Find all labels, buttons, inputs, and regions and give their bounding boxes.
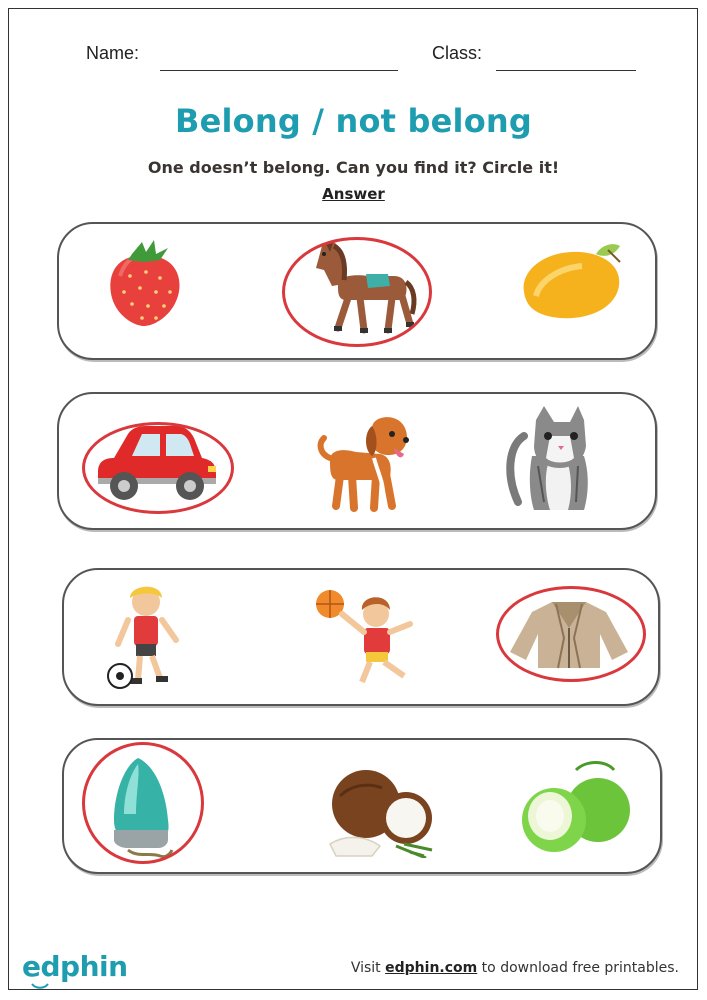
class-label: Class: xyxy=(432,43,483,63)
name-label: Name: xyxy=(86,43,140,63)
footer-prefix: Visit xyxy=(350,960,386,976)
logo-smile-icon xyxy=(30,982,50,990)
logo-text: edphin xyxy=(22,950,128,983)
answer-heading xyxy=(0,185,707,203)
cat-icon[interactable] xyxy=(504,406,596,516)
answer-circle-jacket xyxy=(496,586,646,682)
coconut-icon[interactable] xyxy=(326,766,436,858)
boy-with-football-icon[interactable] xyxy=(104,582,188,690)
answer-circle-iron xyxy=(82,742,204,864)
class-line[interactable] xyxy=(496,70,636,71)
green-coconut-icon[interactable] xyxy=(516,760,632,854)
dog-icon[interactable] xyxy=(316,414,412,514)
strawberry-icon[interactable] xyxy=(102,236,186,328)
footer-text xyxy=(351,960,679,976)
footer-link[interactable]: edphin.com xyxy=(385,960,478,976)
boy-with-basketball-icon[interactable] xyxy=(312,584,422,692)
answer-circle-horse xyxy=(282,237,432,347)
answer-circle-car xyxy=(82,422,234,514)
instruction-text: One doesn’t belong. Can you find it? Circle it! xyxy=(147,158,560,177)
footer-suffix: to download free printables. xyxy=(477,960,679,976)
page-title: Belong / not belong xyxy=(175,102,532,140)
mango-icon[interactable] xyxy=(516,240,628,322)
edphin-logo[interactable] xyxy=(22,950,128,983)
answer-label: Answer xyxy=(322,185,385,203)
name-line[interactable] xyxy=(160,70,398,71)
